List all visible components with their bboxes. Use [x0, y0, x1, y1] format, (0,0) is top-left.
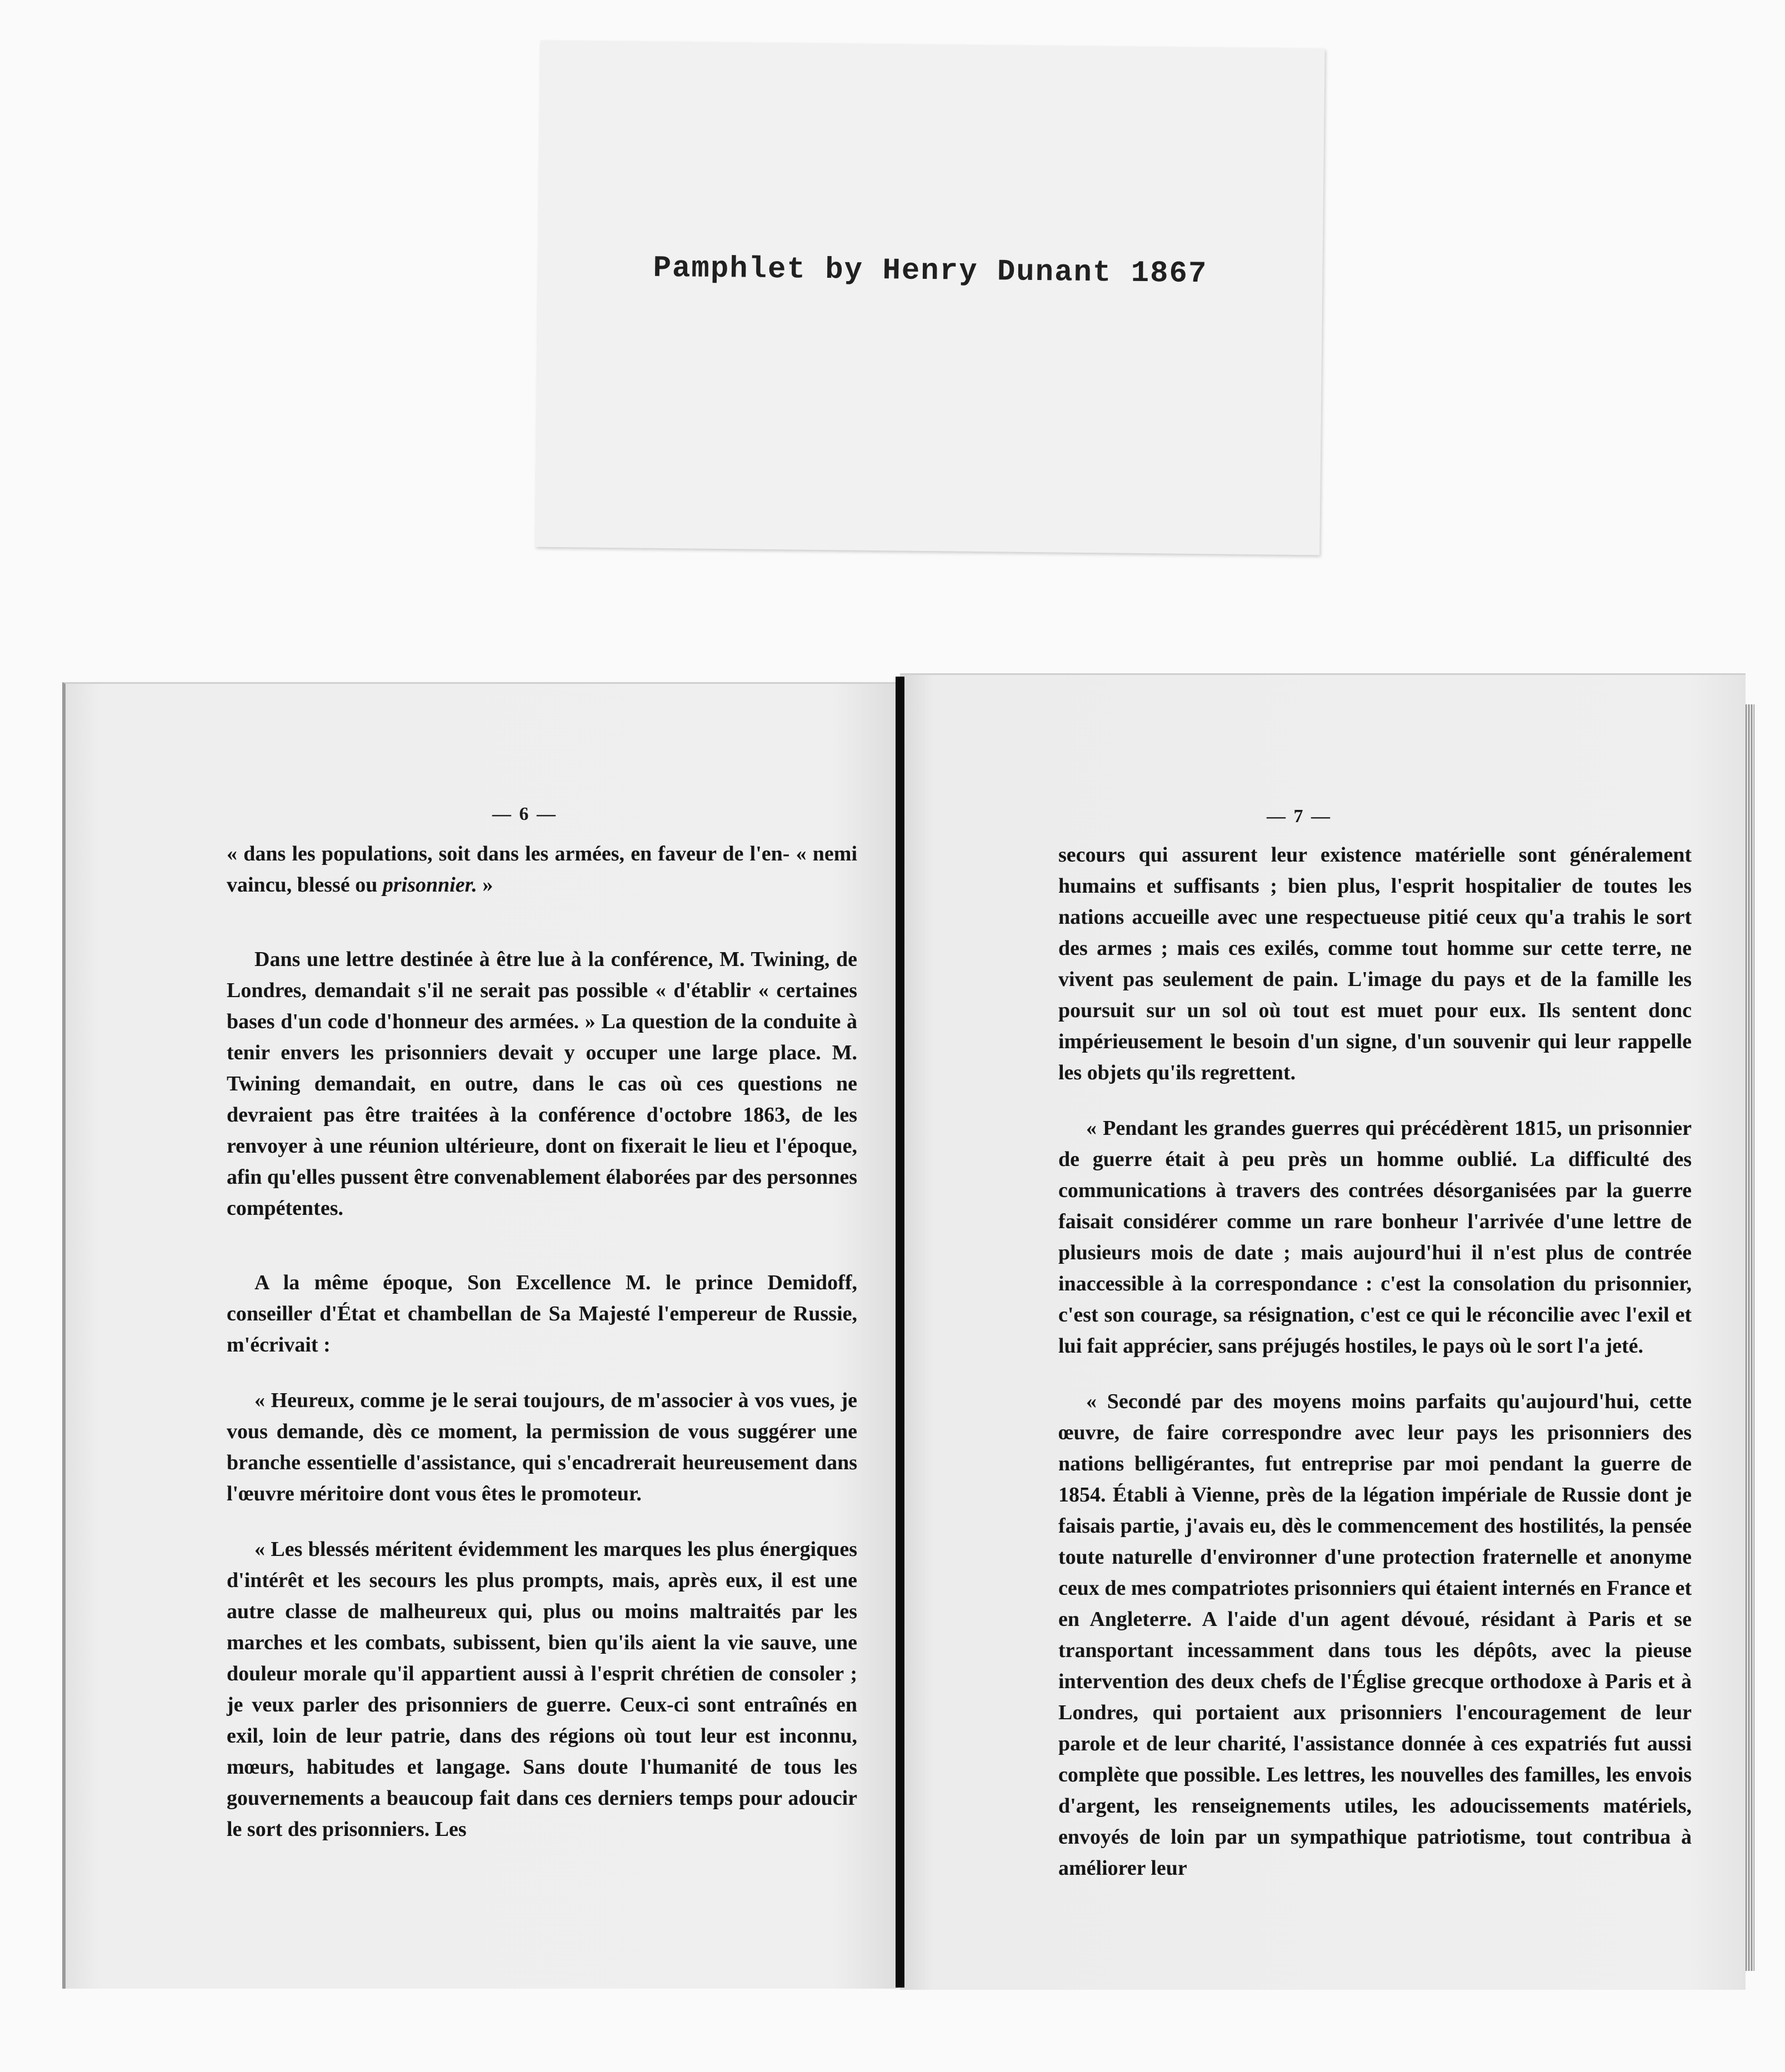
italic-word: prisonnier. [382, 873, 477, 897]
right-page [900, 673, 1746, 1990]
archive-label-card [535, 41, 1324, 555]
left-paragraph-2: Dans une lettre destinée à être lue à la conférence, M. Twining, de Londres, demandait s'il ne serait pas possible « d'établir « certaines bases d'un code d'honneur des armées. » La question de la conduite à tenir envers les prisonniers devait y occuper une large place. M. Twining demandait, en outre, dans le cas où ces questions ne devraient pas être traitées à la conférence d'octobre 1863, de les renvoyer à une réunion ultérieure, dont on fixerait le lieu et l'époque, afin qu'elles pussent être convenablement élaborées par des personnes compétentes. [227, 948, 857, 1220]
left-page [62, 682, 898, 1989]
left-paragraph-3: A la même époque, Son Excellence M. le prince Demidoff, conseiller d'État et chambellan de Sa Majesté l'empereur de Russie, m'écrivait : [227, 1271, 857, 1357]
right-paragraph-3: « Secondé par des moyens moins parfaits qu'aujourd'hui, cette œuvre, de faire correspondre avec leur pays les prisonniers des nations belligérantes, fut entreprise par moi pendant la guerre de 1854. Établi à Vienne, près de la légation impériale de Russie dont je faisais partie, j'avais eu, dès le commencement des hostilités, la pensée toute naturelle d'environner d'une protection fraternelle et anonyme ceux de mes compatriotes prisonniers qui étaient internés en France et en Angleterre. A l'aide d'un agent dévoué, résidant à Paris et se transportant incessamment dans tous les dépôts, avec la pieuse intervention des deux chefs de l'Église grecque orthodoxe à Paris et à Londres, qui portaient aux prisonniers l'encouragement de leur parole et de leur charité, l'assistance donnée à ces expatriés fut aussi complète que possible. Les lettres, les nouvelles des familles, les envois d'argent, les renseignements utiles, les adoucissements matériels, envoyés de loin par un sympathique patriotisme, tout contribua à améliorer leur [1058, 1390, 1692, 1880]
booklet-spine [896, 677, 904, 1988]
label-card-text: Pamphlet by Henry Dunant 1867 [653, 251, 1208, 292]
left-page-text [227, 838, 857, 1869]
right-paragraph-2: « Pendant les grandes guerres qui précédèrent 1815, un prisonnier de guerre était à peu près un homme oublié. La difficulté des communications à travers des contrées désorganisées par la guerre faisait considérer comme un rare bonheur l'arrivée d'une lettre de plusieurs mois de date ; mais aujourd'hui il n'est plus de contrée inaccessible à la correspondance : c'est la consolation du prisonnier, c'est son courage, sa résignation, c'est ce qui le réconcilie avec l'exil et lui fait apprécier, sans préjugés hostiles, le pays où le sort l'a jeté. [1058, 1117, 1692, 1358]
right-paragraph-1: secours qui assurent leur existence matérielle sont généralement humains et suffisants ; bien plus, l'esprit hospitalier de toutes les nations accueille avec une respectueuse pitié ceux qu'a trahis le sort des armes ; mais ces exilés, comme tout homme sur cette terre, ne vivent pas seulement de pain. L'image du pays et de la famille les poursuit sur un sol où tout est muet pour eux. Ils sentent donc impérieusement le besoin d'un signe, d'un souvenir qui leur rappelle les objets qu'ils regrettent. [1058, 843, 1692, 1084]
page-edge-stack [1746, 704, 1754, 1971]
right-page-number: — 7 — [1267, 806, 1332, 827]
left-paragraph-1 [227, 838, 857, 900]
right-page-text [1058, 839, 1692, 1908]
open-pamphlet [62, 682, 1746, 1989]
left-paragraph-1-text: « dans les populations, soit dans les armées, en faveur de l'en- « nemi vaincu, blessé ou [227, 842, 857, 897]
left-paragraph-4: « Heureux, comme je le serai toujours, de m'associer à vos vues, je vous demande, dès ce moment, la permission de vous suggérer une branche essentielle d'assistance, qui s'encadrerait heureusement dans l'œuvre méritoire dont vous êtes le promoteur. [227, 1389, 857, 1505]
closing-quote: » [477, 873, 493, 897]
left-page-number: — 6 — [492, 804, 557, 824]
left-paragraph-5: « Les blessés méritent évidemment les marques les plus énergiques d'intérêt et les secours les plus prompts, mais, après eux, il est une autre classe de malheureux qui, plus ou moins maltraités par les marches et les combats, subissent, bien qu'ils aient la vie sauve, une douleur morale qu'il appartient aussi à l'esprit chrétien de consoler ; je veux parler des prisonniers de guerre. Ceux-ci sont entraînés en exil, loin de leur patrie, dans des régions où tout leur est inconnu, mœurs, habitudes et langage. Sans doute l'humanité de tous les gouvernements a beaucoup fait dans ces derniers temps pour adoucir le sort des prisonniers. Les [227, 1538, 857, 1841]
